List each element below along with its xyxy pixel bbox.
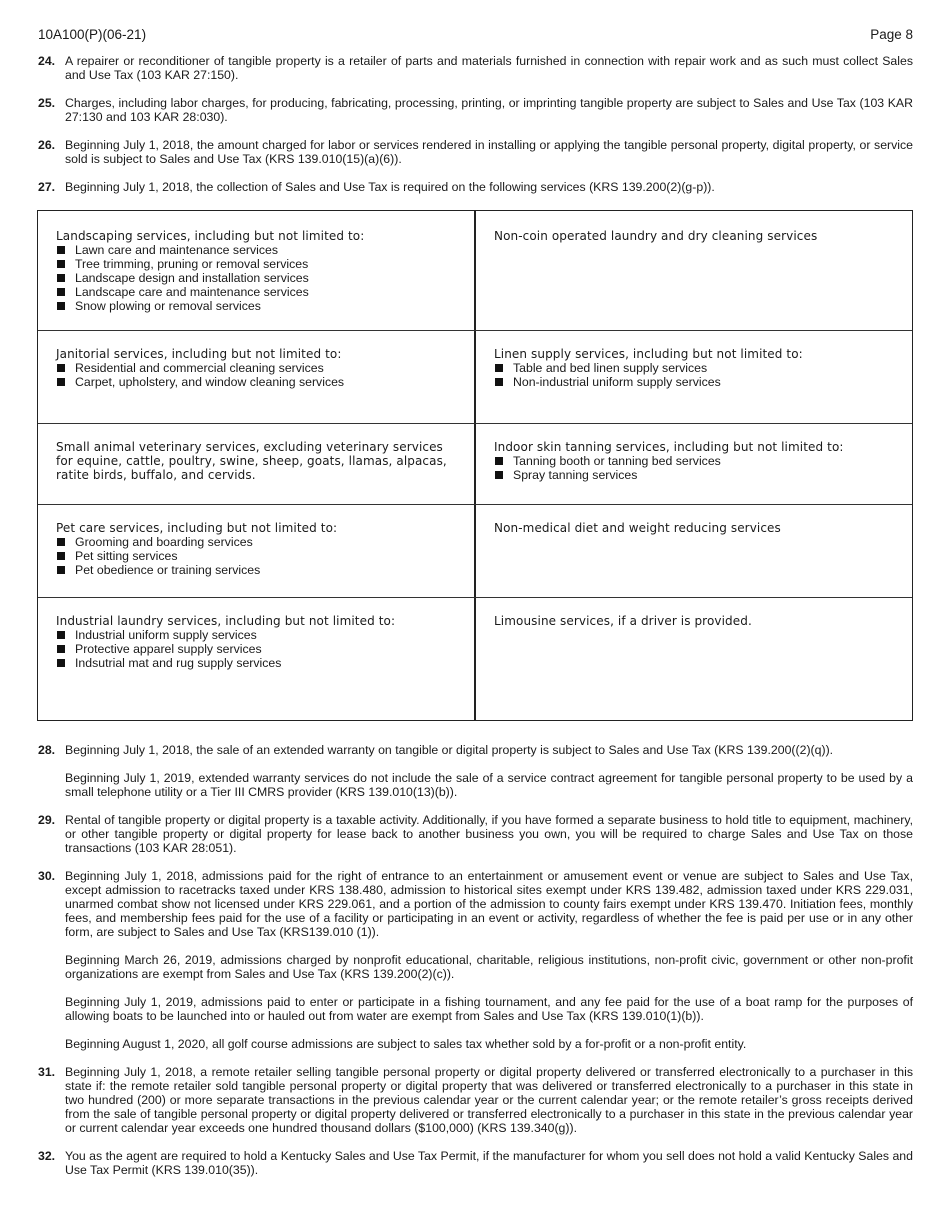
cell-landscaping bbox=[56, 229, 456, 313]
bullet-list bbox=[494, 361, 894, 389]
page-number: Page 8 bbox=[870, 27, 913, 42]
list-item: Pet sitting services bbox=[56, 549, 456, 563]
item-number: 26. bbox=[38, 138, 56, 152]
cell-industrial bbox=[56, 614, 456, 670]
item-text: A repairer or reconditioner of tangible property is a retailer of parts and materials furnished in connection with repair work and as such must collect Sales and Use Tax (103 KAR 27:150). bbox=[65, 54, 913, 82]
item-26 bbox=[38, 138, 913, 166]
cell-heading: Small animal veterinary services, excluding veterinary services for equine, cattle, poultry, swine, sheep, goats, llamas, alpacas, ratite birds, buffalo, and cervids. bbox=[56, 440, 447, 482]
item-32 bbox=[38, 1149, 913, 1177]
item-29 bbox=[38, 813, 913, 855]
list-item: Grooming and boarding services bbox=[56, 535, 456, 549]
cell-laundry bbox=[494, 229, 894, 243]
cell-veterinary bbox=[56, 440, 456, 482]
item-text: Beginning July 1, 2018, admissions paid for the right of entrance to an entertainment or amusement event or venue are subject to Sales and Use Tax, except admission to racetracks taxed under KRS 138.480, admission to historical sites exempt under KRS 139.482, admission taxed under KRS 229.031, unarmed combat show not licensed under KRS 229.061, and a portion of the admission to county fairs exempt under KRS 139.470. Initiation fees, monthly fees, and membership fees paid for the use of a facility or participating in an event or activity, regardless of whether the fee is paid per use or in any other form, are subject to Sales and Use Tax (KRS139.010 (1)). bbox=[65, 869, 913, 939]
item-number: 32. bbox=[38, 1149, 56, 1163]
item-31 bbox=[38, 1065, 913, 1135]
list-item: Lawn care and maintenance services bbox=[56, 243, 456, 257]
item-25 bbox=[38, 96, 913, 124]
item-28 bbox=[38, 743, 913, 757]
cell-heading: Non-medical diet and weight reducing services bbox=[494, 521, 781, 535]
item-text: Beginning July 1, 2018, a remote retailer selling tangible personal property or digital property delivered or transferred electronically to a purchaser in this state if: the remote retailer sold tangible personal property or digital property that was delivered or transferred electronically to a purchaser in this state in two hundred (200) or more separate transactions in the previous calendar year or the current calendar year; or the remote retailer’s gross receipts derived from the sale of tangible personal property or digital property delivered or transferred electronically to a purchaser in this state in the previous calendar year or current calendar year exceeds one hundred thousand dollars ($100,000) (KRS 139.340(g)). bbox=[65, 1065, 913, 1135]
bullet-list bbox=[494, 454, 894, 482]
item-text: Beginning July 1, 2018, the sale of an extended warranty on tangible or digital property is subject to Sales and Use Tax (KRS 139.200((2)(q)). bbox=[65, 743, 834, 757]
paragraph-30d: Beginning August 1, 2020, all golf course admissions are subject to sales tax whether sold by a for-profit or a non-profit entity. bbox=[65, 1037, 747, 1051]
item-text: Rental of tangible property or digital property is a taxable activity. Additionally, if you have formed a separate business to hold title to equipment, machinery, or other tangible property or digital property for lease back to another business you own, you will be required to charge Sales and Use Tax on those transactions (103 KAR 28:051). bbox=[65, 813, 913, 855]
item-text: Beginning July 1, 2018, the collection of Sales and Use Tax is required on the following services (KRS 139.200(2)(g-p)). bbox=[65, 180, 715, 194]
item-27 bbox=[38, 180, 913, 194]
cell-heading: Non-coin operated laundry and dry cleaning services bbox=[494, 229, 818, 243]
item-text: You as the agent are required to hold a Kentucky Sales and Use Tax Permit, if the manufacturer for whom you sell does not hold a valid Kentucky Sales and Use Tax Permit (KRS 139.010(35)). bbox=[65, 1149, 913, 1177]
cell-linen bbox=[494, 347, 894, 389]
cell-heading: Landscaping services, including but not limited to: bbox=[56, 229, 365, 243]
cell-heading: Janitorial services, including but not limited to: bbox=[56, 347, 342, 361]
list-item: Industrial uniform supply services bbox=[56, 628, 456, 642]
bullet-list bbox=[56, 535, 456, 577]
item-number: 28. bbox=[38, 743, 56, 757]
cell-heading: Indoor skin tanning services, including but not limited to: bbox=[494, 440, 844, 454]
item-number: 29. bbox=[38, 813, 56, 827]
cell-petcare bbox=[56, 521, 456, 577]
cell-diet bbox=[494, 521, 894, 535]
list-item: Table and bed linen supply services bbox=[494, 361, 894, 375]
item-24 bbox=[38, 54, 913, 82]
list-item: Tree trimming, pruning or removal services bbox=[56, 257, 456, 271]
list-item: Carpet, upholstery, and window cleaning services bbox=[56, 375, 456, 389]
item-number: 24. bbox=[38, 54, 56, 68]
paragraph-30b: Beginning March 26, 2019, admissions charged by nonprofit educational, charitable, religious institutions, non-profit civic, government or other non-profit organizations are exempt from Sales and Use Tax (KRS 139.200(2)(c)). bbox=[65, 953, 913, 981]
list-item: Snow plowing or removal services bbox=[56, 299, 456, 313]
list-item: Tanning booth or tanning bed services bbox=[494, 454, 894, 468]
bullet-list bbox=[56, 361, 456, 389]
item-number: 25. bbox=[38, 96, 56, 110]
services-table bbox=[37, 210, 913, 721]
cell-heading: Industrial laundry services, including but not limited to: bbox=[56, 614, 396, 628]
item-30 bbox=[38, 869, 913, 939]
cell-heading: Limousine services, if a driver is provided. bbox=[494, 614, 752, 628]
list-item: Indsutrial mat and rug supply services bbox=[56, 656, 456, 670]
cell-janitorial bbox=[56, 347, 456, 389]
item-text: Charges, including labor charges, for producing, fabricating, processing, printing, or imprinting tangible property are subject to Sales and Use Tax (103 KAR 27:130 and 103 KAR 28:030). bbox=[65, 96, 913, 124]
item-number: 27. bbox=[38, 180, 56, 194]
item-number: 30. bbox=[38, 869, 56, 883]
cell-tanning bbox=[494, 440, 894, 482]
list-item: Residential and commercial cleaning services bbox=[56, 361, 456, 375]
list-item: Landscape design and installation services bbox=[56, 271, 456, 285]
table-divider bbox=[474, 211, 476, 720]
list-item: Protective apparel supply services bbox=[56, 642, 456, 656]
form-id: 10A100(P)(06-21) bbox=[38, 27, 147, 42]
row-divider bbox=[38, 330, 912, 331]
cell-limousine bbox=[494, 614, 894, 628]
row-divider bbox=[38, 597, 912, 598]
cell-heading: Pet care services, including but not limited to: bbox=[56, 521, 338, 535]
cell-heading: Linen supply services, including but not limited to: bbox=[494, 347, 803, 361]
list-item: Non-industrial uniform supply services bbox=[494, 375, 894, 389]
item-text: Beginning July 1, 2018, the amount charged for labor or services rendered in installing or applying the tangible personal property, digital property, or service sold is subject to Sales and Use Tax (KRS 139.010(15)(a)(6)). bbox=[65, 138, 913, 166]
paragraph-28b: Beginning July 1, 2019, extended warranty services do not include the sale of a service contract agreement for tangible personal property to be used by a small telephone utility or a Tier III CMRS provider (KRS 139.010(13)(b)). bbox=[65, 771, 913, 799]
paragraph-30c: Beginning July 1, 2019, admissions paid to enter or participate in a fishing tournament, and any fee paid for the use of a boat ramp for the purposes of allowing boats to be launched into or hauled out from water are exempt from Sales and Use Tax (KRS 139.010(1)(b)). bbox=[65, 995, 913, 1023]
list-item: Pet obedience or training services bbox=[56, 563, 456, 577]
bullet-list bbox=[56, 628, 456, 670]
row-divider bbox=[38, 423, 912, 424]
row-divider bbox=[38, 504, 912, 505]
list-item: Landscape care and maintenance services bbox=[56, 285, 456, 299]
bullet-list bbox=[56, 243, 456, 313]
list-item: Spray tanning services bbox=[494, 468, 894, 482]
item-number: 31. bbox=[38, 1065, 56, 1079]
